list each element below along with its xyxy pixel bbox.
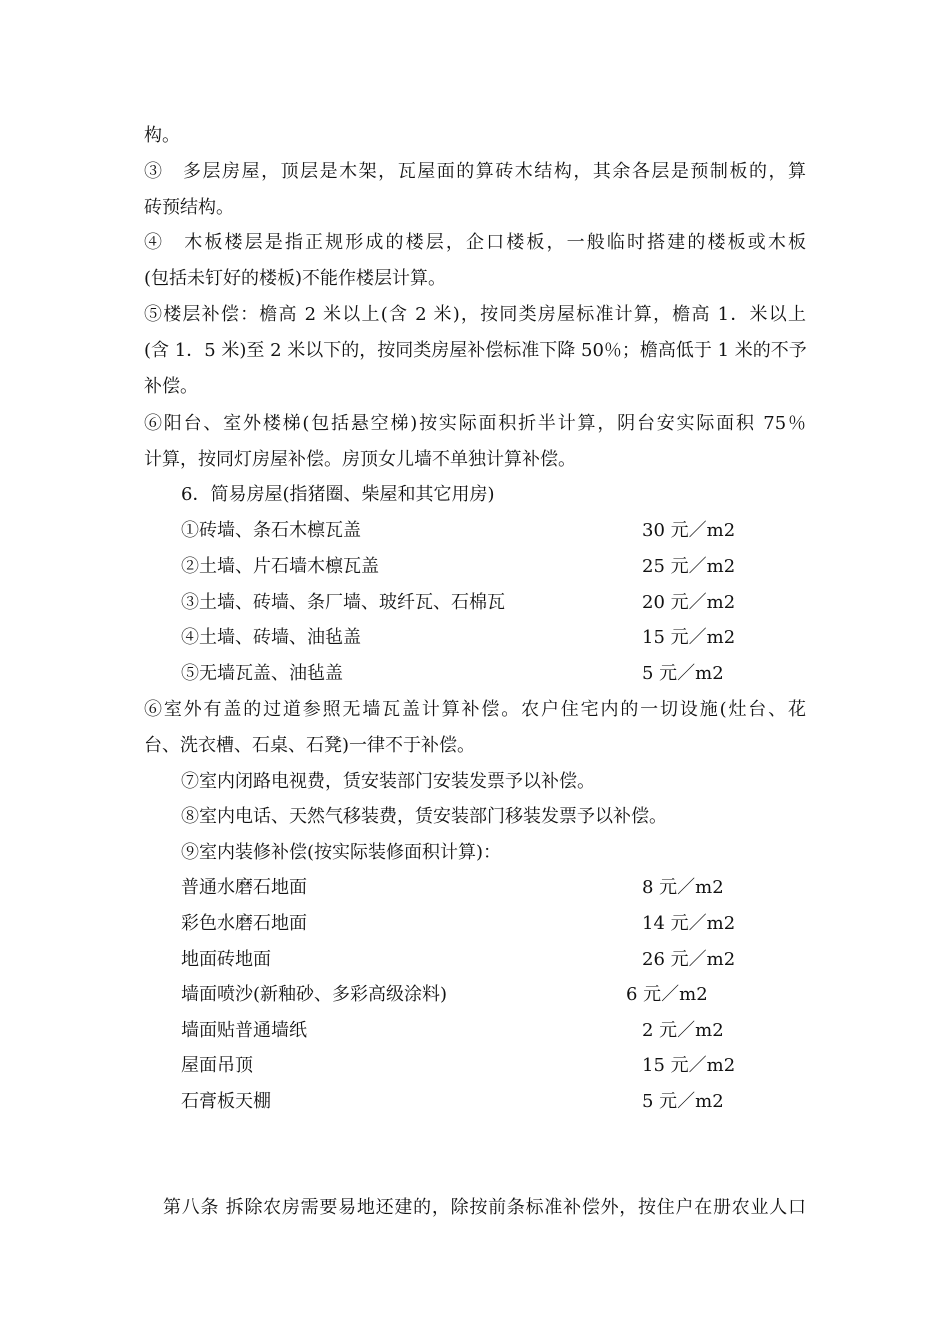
list-item-label: 彩色水磨石地面 [181,913,307,934]
list-item-label: ②土墙、片石墙木檩瓦盖 [181,556,379,577]
list-item-price: 8 元／m2 [642,877,724,898]
paragraph-line: 计算，按同灯房屋补偿。房顶女儿墙不单独计算补偿。 [144,449,576,470]
list-item-label: ⑤无墙瓦盖、油毡盖 [181,663,343,684]
list-item-label: ④土墙、砖墙、油毡盖 [181,627,361,648]
paragraph-line: 台、洗衣槽、石桌、石凳)一律不于补偿。 [144,735,476,756]
paragraph-line: 补偿。 [144,376,198,397]
list-item-price: 15 元／m2 [642,1055,736,1076]
paragraph-line: ⑦室内闭路电视费，赁安装部门安装发票予以补偿。 [181,771,595,792]
list-item-label: ①砖墙、条石木檩瓦盖 [181,520,361,541]
list-item-label: 屋面吊顶 [181,1055,253,1076]
list-item-price: 30 元／m2 [642,520,736,541]
list-item-label: 石膏板天棚 [181,1091,271,1112]
section-heading: 6．简易房屋(指猪圈、柴屋和其它用房) [181,484,495,505]
list-item-label: 墙面喷沙(新釉砂、多彩高级涂料) [181,984,448,1005]
list-item-label: 墙面贴普通墙纸 [181,1020,307,1041]
list-item-label: 地面砖地面 [181,949,271,970]
paragraph-line: ④ 木板楼层是指正规形成的楼层，企口楼板，一般临时搭建的楼板或木板 [144,232,806,253]
paragraph-line: (包括未钉好的楼板)不能作楼层计算。 [144,268,447,289]
paragraph-line: ⑤楼层补偿：檐高 2 米以上(含 2 米)，按同类房屋标准计算，檐高 1．米以上 [144,304,806,325]
list-item-price: 5 元／m2 [642,663,724,684]
list-item-price: 6 元／m2 [626,984,708,1005]
list-item-price: 2 元／m2 [642,1020,724,1041]
section-heading: ⑨室内装修补偿(按实际装修面积计算)： [181,842,502,863]
list-item-label: ③土墙、砖墙、条厂墙、玻纤瓦、石棉瓦 [181,592,505,613]
paragraph-line: (含 1．5 米)至 2 米以下的，按同类房屋补偿标准下降 50％；檐高低于 1 米的不予 [144,340,807,361]
list-item-price: 14 元／m2 [642,913,736,934]
paragraph-line: 砖预结构。 [144,197,234,218]
list-item-price: 5 元／m2 [642,1091,724,1112]
paragraph-line: 构。 [144,125,180,146]
list-item-label: 普通水磨石地面 [181,877,307,898]
paragraph-line: ⑥阳台、室外楼梯(包括悬空梯)按实际面积折半计算，阴台安实际面积 75％ [144,413,806,434]
list-item-price: 20 元／m2 [642,592,736,613]
list-item-price: 15 元／m2 [642,627,736,648]
list-item-price: 25 元／m2 [642,556,736,577]
article-paragraph: 第八条 拆除农房需要易地还建的，除按前条标准补偿外，按住户在册农业人口 [163,1197,806,1218]
paragraph-line: ⑥室外有盖的过道参照无墙瓦盖计算补偿。农户住宅内的一切设施(灶台、花 [144,699,806,720]
list-item-price: 26 元／m2 [642,949,736,970]
paragraph-line: ③ 多层房屋，顶层是木架，瓦屋面的算砖木结构，其余各层是预制板的，算 [144,161,806,182]
paragraph-line: ⑧室内电话、天然气移装费，赁安装部门移装发票予以补偿。 [181,806,667,827]
